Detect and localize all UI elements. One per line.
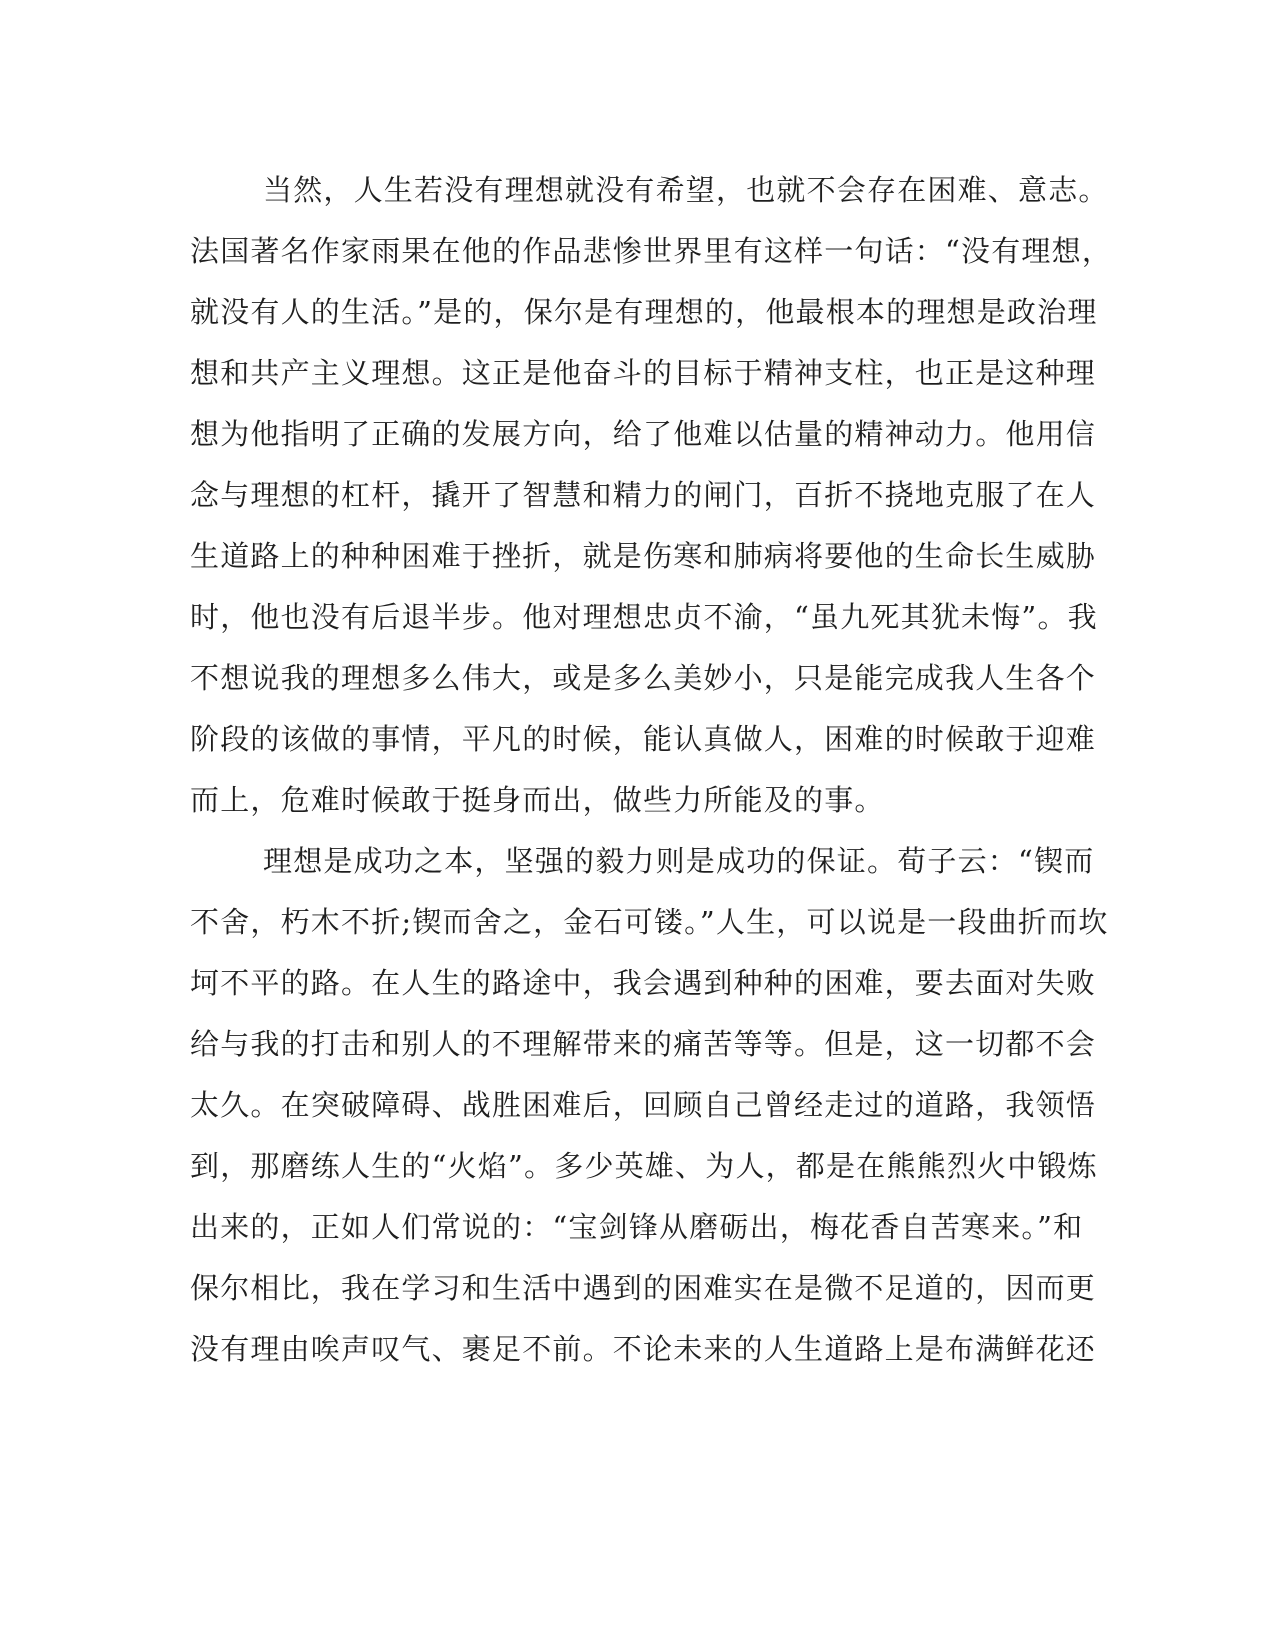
text-line: 理想是成功之本，坚强的毅力则是成功的保证。荀子云：“锲而	[263, 844, 1095, 878]
text-line: 给与我的打击和别人的不理解带来的痛苦等等。但是，这一切都不会	[190, 1027, 1097, 1061]
text-line: 生道路上的种种困难于挫折，就是伤寒和肺病将要他的生命长生威胁	[190, 539, 1097, 573]
text-line: 太久。在突破障碍、战胜困难后，回顾自己曾经走过的道路，我领悟	[190, 1088, 1097, 1122]
body-text	[190, 160, 1113, 1380]
paragraph-1	[190, 160, 1113, 831]
text-line: 念与理想的杠杆，撬开了智慧和精力的闸门，百折不挠地克服了在人	[190, 478, 1097, 512]
text-line: 坷不平的路。在人生的路途中，我会遇到种种的困难，要去面对失败	[190, 966, 1097, 1000]
text-line: 当然，人生若没有理想就没有希望，也就不会存在困难、意志。	[263, 173, 1109, 207]
text-line: 出来的，正如人们常说的：“宝剑锋从磨砺出，梅花香自苦寒来。”和	[190, 1210, 1084, 1244]
text-line: 就没有人的生活。”是的，保尔是有理想的，他最根本的理想是政治理	[190, 295, 1098, 329]
text-line: 想和共产主义理想。这正是他奋斗的目标于精神支柱，也正是这种理	[190, 356, 1097, 390]
text-line: 而上，危难时候敢于挺身而出，做些力所能及的事。	[190, 783, 885, 817]
text-line: 阶段的该做的事情，平凡的时候，能认真做人，困难的时候敢于迎难	[190, 722, 1097, 756]
text-line: 不想说我的理想多么伟大，或是多么美妙小，只是能完成我人生各个	[190, 661, 1097, 695]
text-line: 没有理由唉声叹气、裹足不前。不论未来的人生道路上是布满鲜花还	[190, 1332, 1097, 1366]
text-line: 想为他指明了正确的发展方向，给了他难以估量的精神动力。他用信	[190, 417, 1097, 451]
text-line: 时，他也没有后退半步。他对理想忠贞不渝，“虽九死其犹未悔”。我	[190, 600, 1098, 634]
text-line: 不舍，朽木不折;锲而舍之，金石可镂。”人生，可以说是一段曲折而坎	[190, 905, 1109, 939]
text-line: 到，那磨练人生的“火焰”。多少英雄、为人，都是在熊熊烈火中锻炼	[190, 1149, 1098, 1183]
text-line: 法国著名作家雨果在他的作品悲惨世界里有这样一句话：“没有理想，	[190, 234, 1113, 268]
paragraph-2	[190, 831, 1109, 1380]
text-line: 保尔相比，我在学习和生活中遇到的困难实在是微不足道的，因而更	[190, 1271, 1097, 1305]
